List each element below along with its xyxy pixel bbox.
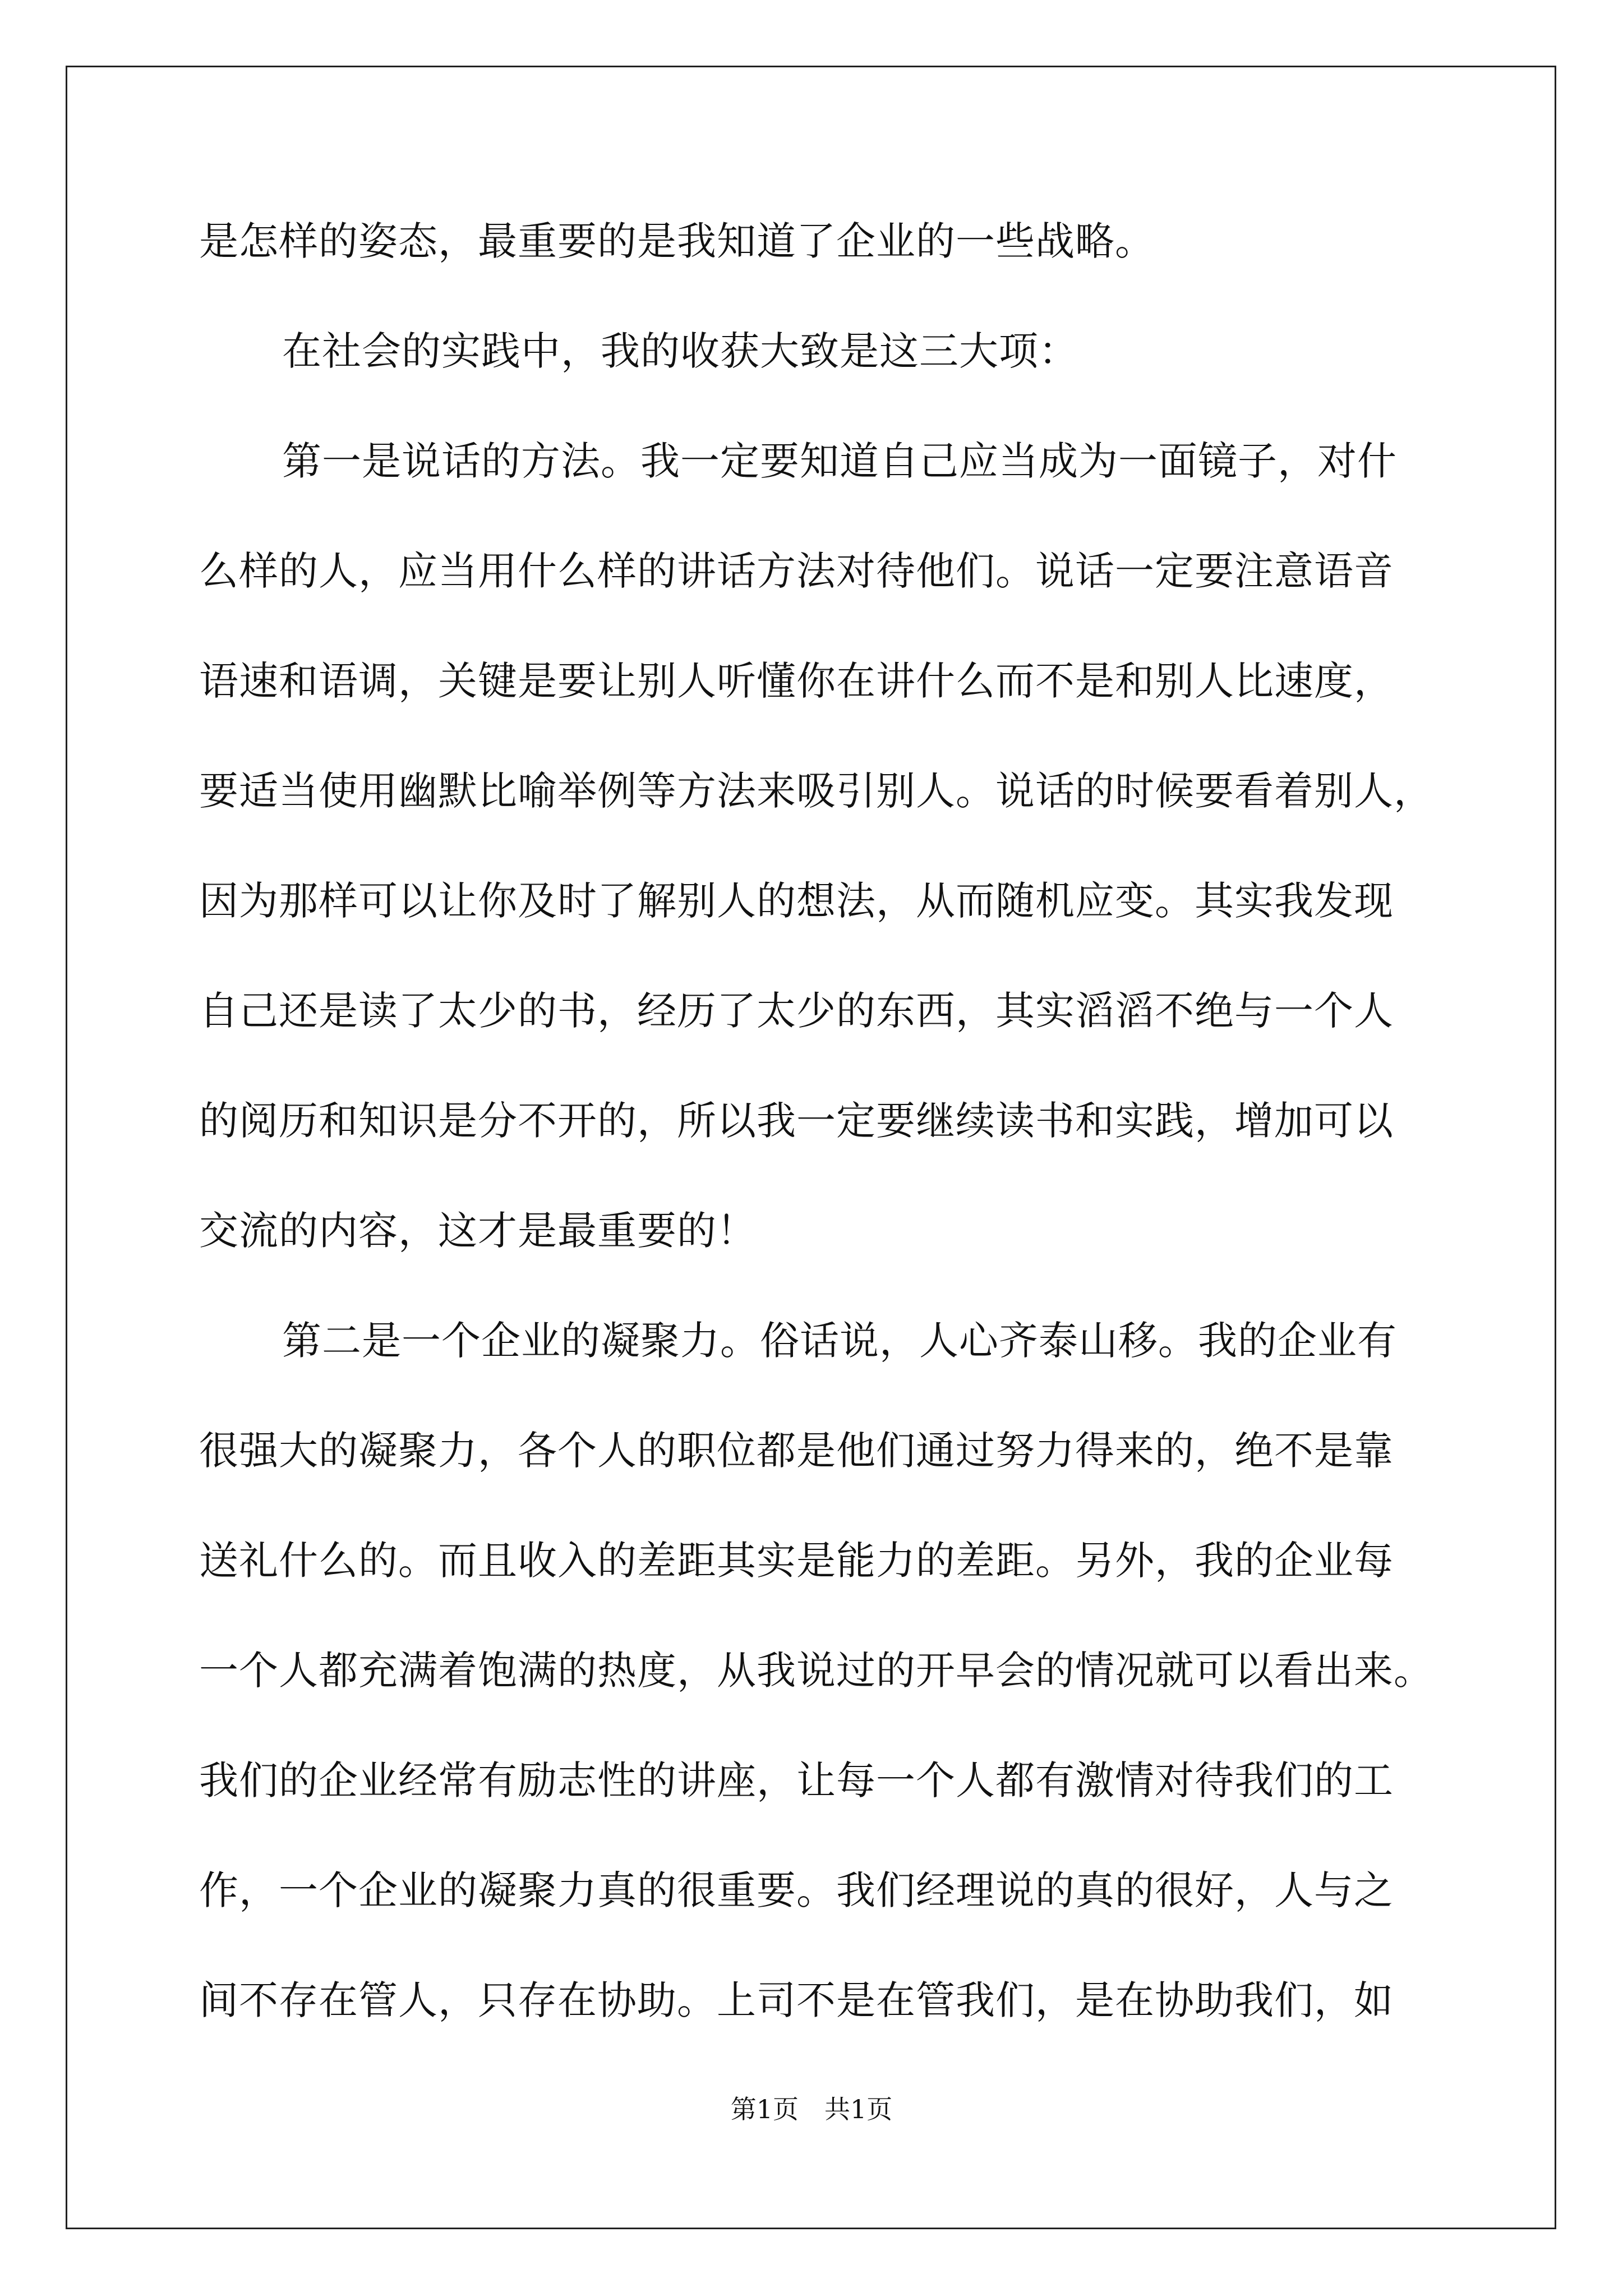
text-line: 交流的内容，这才是最重要的！ — [199, 1208, 757, 1254]
text-line: 语速和语调，关键是要让别人听懂你在讲什么而不是和别人比速度， — [199, 658, 1394, 704]
text-line: 自己还是读了太少的书，经历了太少的东西，其实滔滔不绝与一个人 — [199, 988, 1394, 1034]
text-line: 很强大的凝聚力，各个人的职位都是他们通过努力得来的，绝不是靠 — [199, 1428, 1394, 1474]
text-line: 么样的人，应当用什么样的讲话方法对待他们。说话一定要注意语音 — [199, 548, 1394, 594]
text-line: 是怎样的姿态，最重要的是我知道了企业的一些战略。 — [199, 218, 1155, 264]
text-line: 第一是说话的方法。我一定要知道自己应当成为一面镜子，对什 — [282, 438, 1397, 484]
text-line: 的阅历和知识是分不开的，所以我一定要继续读书和实践，增加可以 — [199, 1098, 1394, 1144]
text-line: 送礼什么的。而且收入的差距其实是能力的差距。另外，我的企业每 — [199, 1538, 1394, 1584]
text-line: 我们的企业经常有励志性的讲座，让每一个人都有激情对待我们的工 — [199, 1757, 1394, 1803]
text-line: 一个人都充满着饱满的热度，从我说过的开早会的情况就可以看出来。 — [199, 1648, 1433, 1694]
page-footer: 第1页 共1页 — [730, 2094, 893, 2124]
text-line: 间不存在管人，只存在协助。上司不是在管我们，是在协助我们，如 — [199, 1977, 1394, 2023]
text-line: 在社会的实践中，我的收获大致是这三大项： — [282, 328, 1078, 374]
text-line: 作，一个企业的凝聚力真的很重要。我们经理说的真的很好，人与之 — [199, 1867, 1394, 1913]
text-line: 因为那样可以让你及时了解别人的想法，从而随机应变。其实我发现 — [199, 878, 1394, 924]
text-line: 要适当使用幽默比喻举例等方法来吸引别人。说话的时候要看着别人， — [199, 768, 1433, 814]
text-line: 第二是一个企业的凝聚力。俗话说，人心齐泰山移。我的企业有 — [282, 1318, 1397, 1364]
